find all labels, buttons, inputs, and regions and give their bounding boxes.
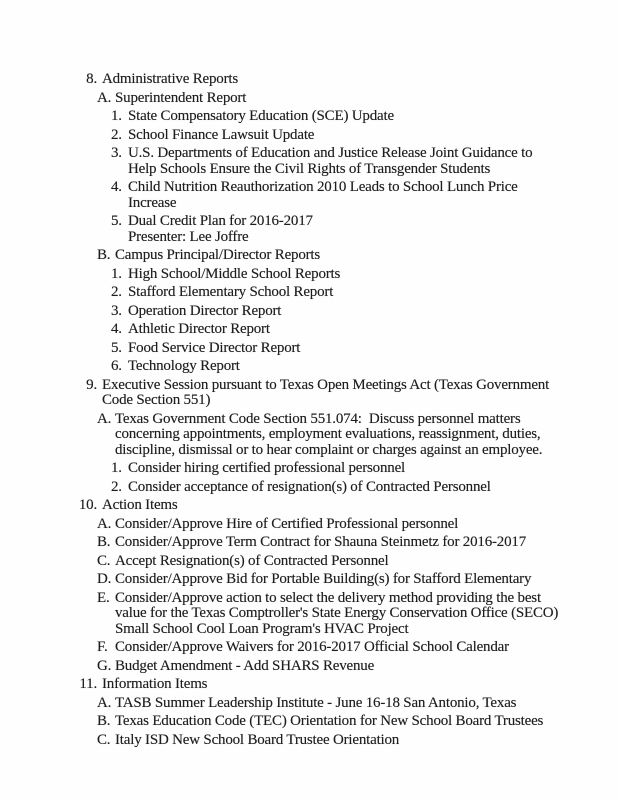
item-body: [128, 109, 564, 125]
item-number: 3.: [111, 302, 122, 319]
agenda-item: [0, 591, 564, 638]
agenda-item: [0, 572, 564, 588]
item-text: Consider/Approve Waivers for 2016-2017 Official School Calendar: [115, 639, 509, 655]
item-body: [128, 128, 564, 144]
item-text: Administrative Reports: [102, 71, 238, 87]
item-text: School Finance Lawsuit Update: [128, 126, 315, 143]
item-number: 1.: [111, 460, 122, 476]
agenda-item: [0, 517, 564, 533]
agenda-item: [0, 480, 564, 496]
item-number: 2.: [111, 284, 122, 300]
item-text: Budget Amendment - Add SHARS Revenue: [115, 657, 375, 674]
item-number: C.: [97, 552, 111, 569]
item-body: [128, 322, 564, 338]
agenda-item: [0, 341, 564, 357]
item-text: Consider acceptance of resignation(s) of Contracted Personnel: [128, 478, 491, 495]
item-body: [128, 214, 564, 245]
item-number: 4.: [111, 321, 122, 337]
item-number: F.: [97, 639, 108, 655]
agenda-item: [0, 554, 564, 570]
agenda-item: [0, 322, 564, 338]
item-text: Technology Report: [128, 358, 240, 374]
item-number: B.: [97, 247, 111, 263]
agenda-item: [0, 714, 564, 730]
item-text: Dual Credit Plan for 2016-2017: [128, 213, 313, 229]
item-number: 10.: [78, 497, 97, 513]
item-body: [102, 677, 564, 693]
item-text: Consider/Approve Bid for Portable Building(s) for Stafford Elementary: [115, 571, 532, 587]
item-text: Executive Session pursuant to Texas Open Meetings Act (Texas Government Code Section 551): [102, 376, 553, 408]
item-body: [102, 72, 564, 88]
item-text: Information Items: [102, 676, 208, 692]
item-body: [115, 91, 564, 107]
agenda-list: [0, 72, 564, 751]
item-number: 8.: [86, 71, 97, 87]
item-text: Stafford Elementary School Report: [128, 284, 334, 300]
item-text: High School/Middle School Reports: [128, 265, 341, 282]
agenda-item: [0, 659, 564, 675]
item-number: 2.: [111, 126, 122, 143]
item-body: [115, 572, 564, 588]
item-text: Consider/Approve action to select the delivery method providing the best value for the Texas Comptroller's State Energy Conservation Office (SECO) Small School Cool Loan Program's HVAC Project: [115, 589, 562, 637]
agenda-item: [0, 461, 564, 477]
item-text: Athletic Director Report: [128, 321, 270, 337]
item-body: [128, 341, 564, 357]
item-text: Superintendent Report: [115, 89, 247, 106]
item-body: [115, 640, 564, 656]
item-body: [115, 248, 564, 264]
item-number: 1.: [111, 265, 122, 282]
item-text: U.S. Departments of Education and Justice Release Joint Guidance to Help Schools Ensure the Civil Rights of Transgender Students: [128, 145, 536, 177]
item-number: A.: [97, 89, 112, 106]
item-text: Texas Education Code (TEC) Orientation for New School Board Trustees: [115, 713, 544, 729]
item-body: [115, 535, 564, 551]
item-number: 3.: [111, 145, 122, 161]
agenda-item: [0, 128, 564, 144]
item-body: [115, 591, 564, 638]
item-text: Accept Resignation(s) of Contracted Personnel: [115, 552, 389, 569]
agenda-item: [0, 640, 564, 656]
item-body: [102, 378, 564, 409]
item-body: [115, 696, 564, 712]
agenda-item: [0, 109, 564, 125]
item-text: Action Items: [102, 497, 178, 513]
agenda-item: [0, 146, 564, 177]
agenda-item: [0, 91, 564, 107]
item-number: A.: [97, 694, 112, 711]
item-number: A.: [97, 410, 112, 427]
agenda-item: [0, 733, 564, 749]
agenda-item: [0, 248, 564, 264]
agenda-item: [0, 180, 564, 211]
item-body: [115, 659, 564, 675]
item-text: Italy ISD New School Board Trustee Orientation: [115, 731, 400, 748]
item-text: Consider/Approve Term Contract for Shauna Steinmetz for 2016-2017: [115, 534, 526, 550]
item-body: [128, 461, 564, 477]
item-body: [128, 359, 564, 375]
item-text: Food Service Director Report: [128, 339, 301, 356]
item-body: [128, 285, 564, 301]
item-body: [115, 733, 564, 749]
agenda-item: [0, 498, 564, 514]
agenda-item: [0, 285, 564, 301]
item-number: 5.: [111, 339, 122, 356]
item-number: E.: [97, 589, 110, 606]
item-text: Operation Director Report: [128, 302, 282, 319]
item-text: Texas Government Code Section 551.074: Discuss personnel matters concerning appointments, employment evaluations, reassignment, duties, discipline, dismissal or to hear complaint or charges against an employee.: [115, 410, 545, 458]
item-number: 9.: [86, 376, 97, 393]
agenda-item: [0, 677, 564, 693]
item-number: 2.: [111, 478, 122, 495]
item-text: Consider hiring certified professional personnel: [128, 460, 405, 476]
item-number: B.: [97, 713, 111, 729]
item-text: Consider/Approve Hire of Certified Professional personnel: [115, 515, 459, 532]
item-number: G.: [97, 657, 112, 674]
item-body: [115, 714, 564, 730]
item-number: C.: [97, 731, 111, 748]
item-number: 5.: [111, 213, 122, 229]
item-text: Campus Principal/Director Reports: [115, 247, 321, 263]
item-number: A.: [97, 515, 112, 532]
agenda-item: [0, 535, 564, 551]
item-number: 1.: [111, 108, 122, 124]
item-body: [128, 480, 564, 496]
agenda-item: [0, 696, 564, 712]
item-body: [115, 412, 564, 459]
agenda-item: [0, 267, 564, 283]
item-body: [128, 146, 564, 177]
item-number: D.: [97, 571, 112, 587]
agenda-item: [0, 359, 564, 375]
item-body: [102, 498, 564, 514]
agenda-item: [0, 412, 564, 459]
item-text: TASB Summer Leadership Institute - June 16-18 San Antonio, Texas: [115, 694, 517, 711]
agenda-item: [0, 304, 564, 320]
item-body: [115, 517, 564, 533]
agenda-item: [0, 72, 564, 88]
item-note: Presenter: Lee Joffre: [128, 228, 249, 245]
item-text: Child Nutrition Reauthorization 2010 Leads to School Lunch Price Increase: [128, 179, 522, 211]
item-number: 6.: [111, 358, 122, 374]
agenda-item: [0, 378, 564, 409]
item-body: [128, 180, 564, 211]
item-body: [115, 554, 564, 570]
agenda-item: [0, 214, 564, 245]
item-text: State Compensatory Education (SCE) Update: [128, 108, 394, 124]
item-body: [128, 304, 564, 320]
item-number: 4.: [111, 179, 122, 195]
item-number: B.: [97, 534, 111, 550]
item-body: [128, 267, 564, 283]
item-number: 11.: [79, 676, 97, 692]
